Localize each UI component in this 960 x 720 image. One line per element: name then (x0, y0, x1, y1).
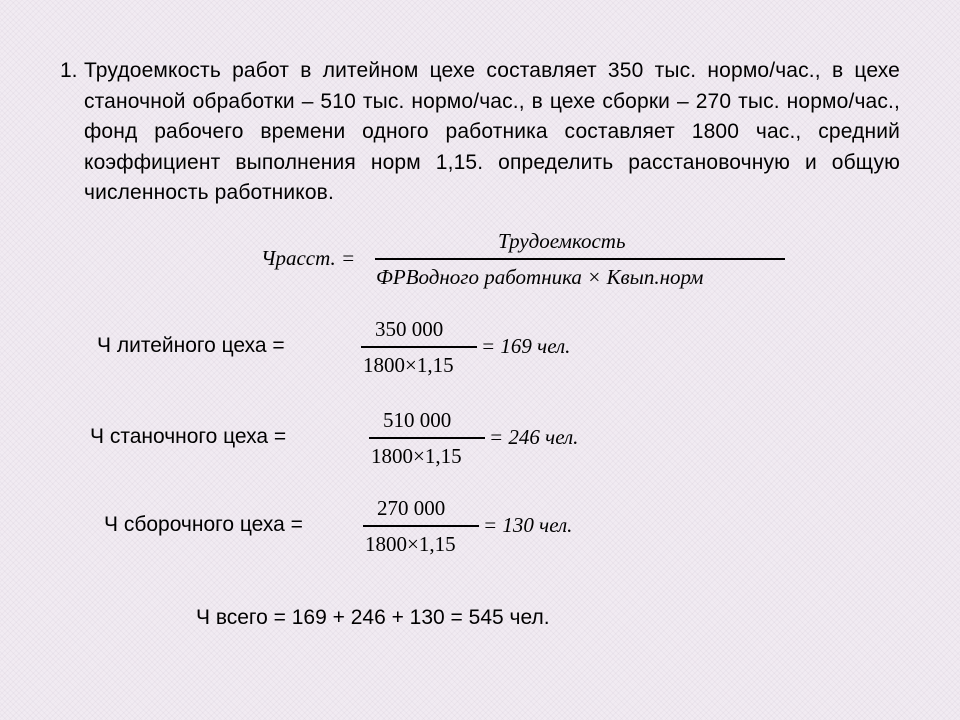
formula-denominator: ФРВодного работника × Квып.норм (376, 265, 704, 289)
calc-label: Ч литейного цеха = (97, 334, 285, 357)
calc-numerator: 270 000 (377, 496, 446, 520)
calc-fraction-line (361, 346, 477, 348)
calc-denominator: 1800×1,15 (365, 532, 456, 556)
calc-numerator: 350 000 (375, 317, 444, 341)
total-line: Ч всего = 169 + 246 + 130 = 545 чел. (196, 606, 550, 629)
calc-label: Ч сборочного цеха = (104, 513, 303, 536)
calc-result: = 130 чел. (483, 513, 573, 537)
formula-numerator: Трудоемкость (498, 229, 626, 253)
calc-result: = 246 чел. (489, 425, 579, 449)
calc-fraction-line (363, 525, 479, 527)
calc-denominator: 1800×1,15 (363, 353, 454, 377)
calc-denominator: 1800×1,15 (371, 444, 462, 468)
calc-label: Ч станочного цеха = (90, 425, 287, 448)
calc-numerator: 510 000 (383, 408, 452, 432)
calc-fraction-line (369, 437, 485, 439)
calc-result: = 169 чел. (481, 334, 571, 358)
formula-lhs: Чрасст. = (261, 246, 356, 270)
formula-fraction-line (375, 258, 785, 260)
problem-statement (60, 56, 900, 209)
problem-number: 1. (60, 59, 78, 82)
problem-text: Трудоемкость работ в литейном цехе составляет 350 тыс. нормо/час., в цехе станочной обработки – 510 тыс. нормо/час., в цехе сборки – 270 тыс. нормо/час., фонд рабочего времени одного работника составляет 1800 час., средний коэффициент выполнения норм 1,15. определить расстановочную и общую численность работников. (84, 59, 900, 204)
